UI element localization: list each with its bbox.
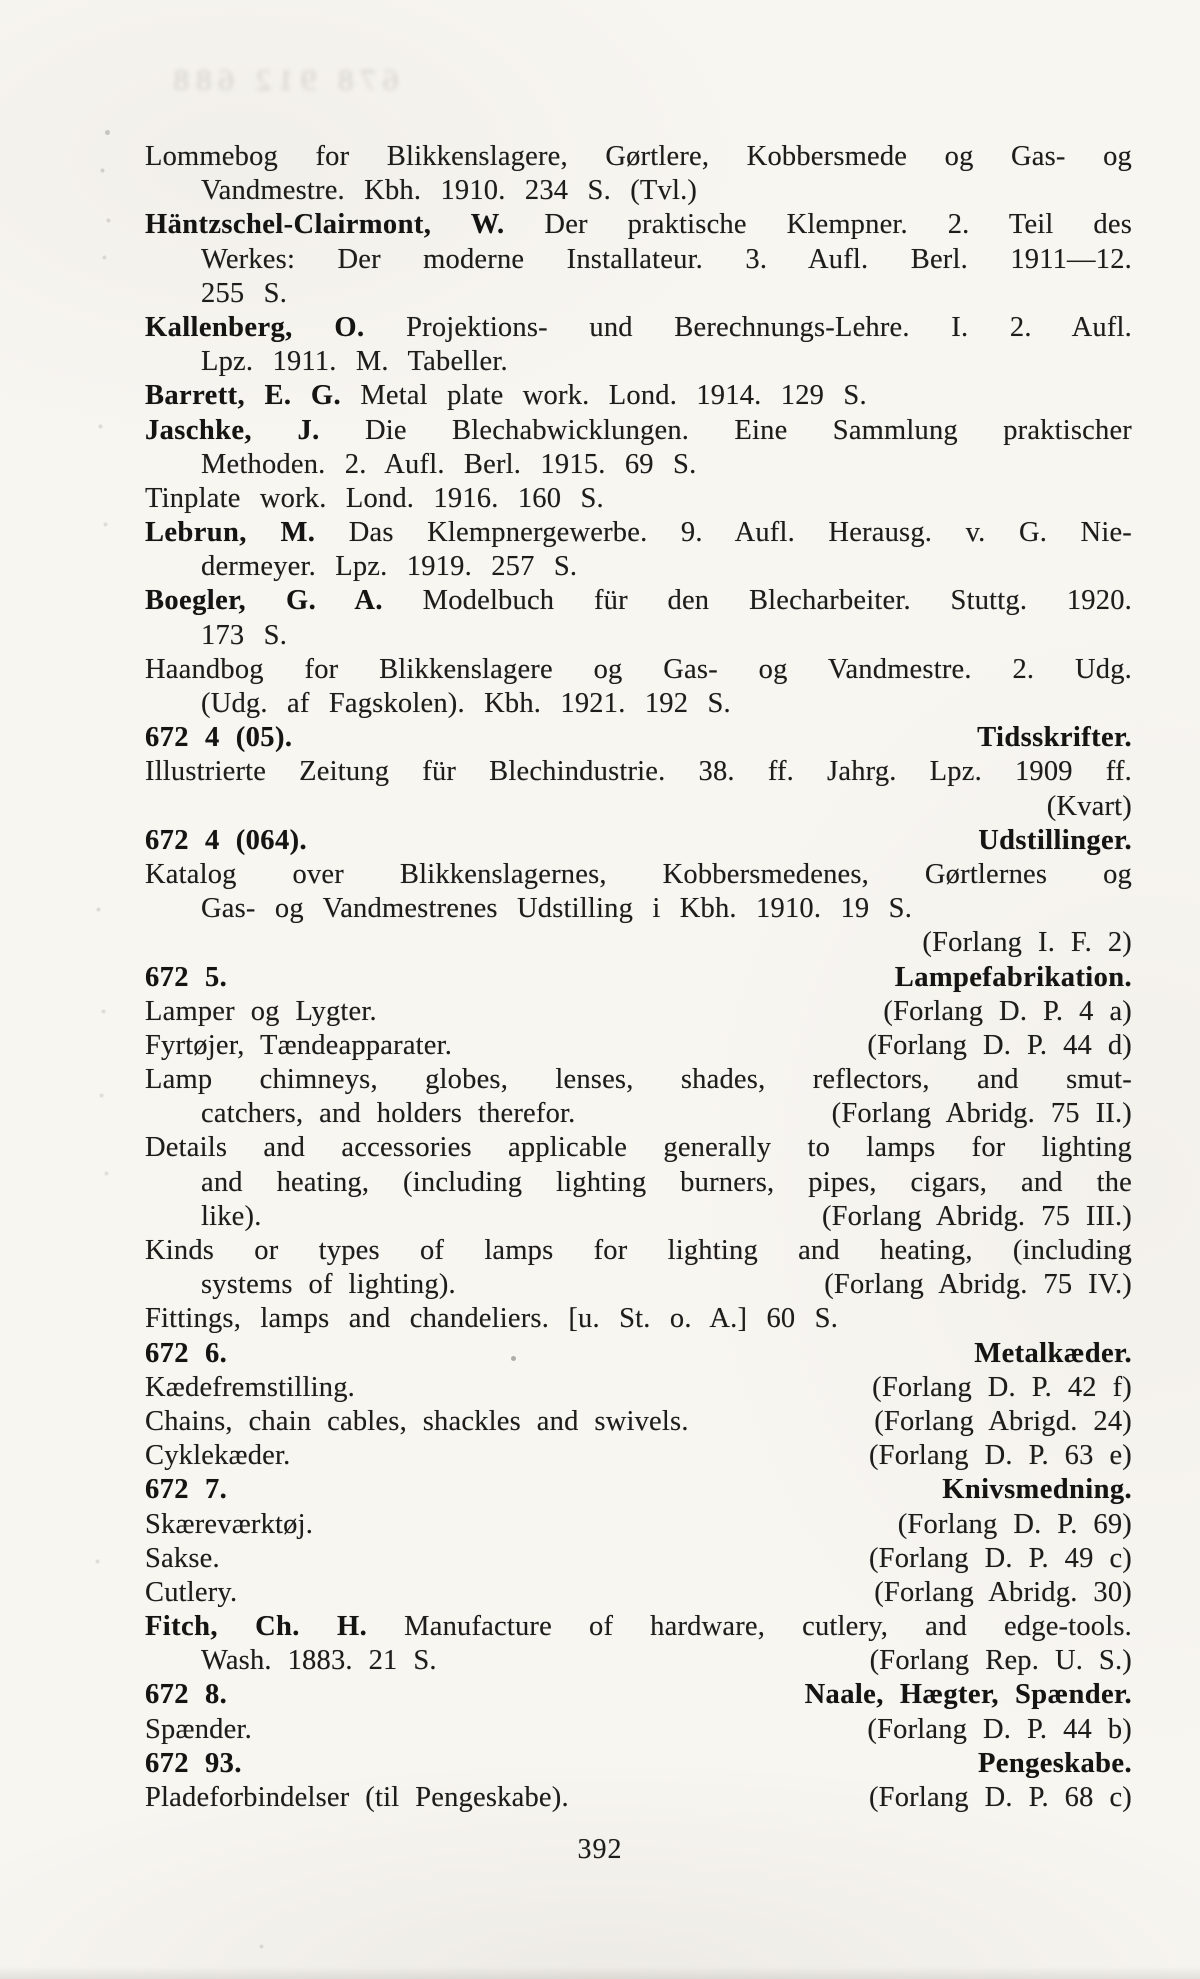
forlang-reference: (Forlang D. P. 69)	[897, 1508, 1132, 1540]
section-label: Pengeskabe.	[977, 1747, 1132, 1779]
entry-text	[201, 1167, 1132, 1198]
entry-line	[145, 1371, 1132, 1405]
forlang-reference: (Forlang Abridg. 75 II.)	[831, 1098, 1132, 1130]
entry-heading: Fitch, Ch. H.	[145, 1611, 368, 1643]
entry-text	[201, 278, 287, 309]
entry-line	[145, 482, 1132, 516]
forlang-reference: (Forlang D. P. 44 b)	[867, 1713, 1132, 1745]
entry-text-segment: Werkes: Der moderne Installateur. 3. Aufl. Berl. 1911—12.	[201, 243, 1132, 275]
entry-line	[145, 550, 1132, 584]
entry-line	[145, 1644, 1132, 1678]
section-label: Naale, Hægter, Spænder.	[804, 1679, 1132, 1711]
entry-line	[145, 1781, 1132, 1815]
entry-text-segment: and heating, (including lighting burners, pipes, cigars, and the	[201, 1166, 1132, 1198]
entry-line	[145, 961, 1132, 995]
entry-line	[145, 414, 1132, 448]
entry-text-segment: Lpz. 1911. M. Tabeller.	[201, 346, 508, 378]
entry-text	[145, 585, 1132, 616]
entry-line	[145, 1234, 1132, 1268]
entry-text	[145, 1405, 689, 1439]
entry-text	[201, 1644, 437, 1678]
entry-text-segment: Metal plate work. Lond. 1914. 129 S.	[341, 380, 867, 412]
entry-text-segment: Illustrierte Zeitung für Blechindustrie. 38. ff. Jahrg. Lpz. 1909 ff.	[145, 756, 1132, 788]
entry-line	[145, 448, 1132, 482]
entry-text-segment: dermeyer. Lpz. 1919. 257 S.	[201, 551, 578, 583]
entry-text	[145, 415, 1132, 446]
entry-text	[145, 721, 292, 755]
entry-text-segment: Methoden. 2. Aufl. Berl. 1915. 69 S.	[201, 448, 697, 480]
section-label: Lampefabrikation.	[894, 961, 1132, 993]
entry-text-segment: Katalog over Blikkenslagernes, Kobbersmedenes, Gørtlernes og	[145, 858, 1132, 890]
entry-heading: 672 7.	[145, 1474, 228, 1506]
entry-heading: 672 8.	[145, 1679, 228, 1711]
entry-text-segment: Vandmestre. Kbh. 1910. 234 S. (Tvl.)	[201, 175, 698, 207]
entry-text	[145, 1303, 838, 1334]
entry-line	[145, 584, 1132, 618]
forlang-reference: (Forlang D. P. 68 c)	[868, 1782, 1132, 1813]
entry-heading: Jaschke, J.	[145, 414, 320, 446]
entry-text	[145, 209, 1132, 240]
forlang-reference: (Forlang D. P. 63 e)	[868, 1440, 1132, 1472]
entry-line	[145, 1439, 1132, 1473]
entry-line	[145, 1166, 1132, 1200]
forlang-reference: (Forlang Abridg. 75 III.)	[821, 1200, 1132, 1232]
entry-line	[145, 243, 1132, 277]
entry-text	[145, 1611, 1132, 1642]
forlang-reference: (Forlang Rep. U. S.)	[869, 1645, 1132, 1677]
entry-text-segment: Manufacture of hardware, cutlery, and edge-tools.	[367, 1611, 1132, 1643]
entry-text-segment: Der praktische Klempner. 2. Teil des	[504, 209, 1132, 241]
entry-text-segment: Fyrtøjer, Tændeapparater.	[145, 1029, 453, 1061]
entry-text-segment: Fittings, lamps and chandeliers. [u. St. o. A.] 60 S.	[145, 1303, 839, 1335]
entry-line	[145, 1542, 1132, 1576]
entry-text-segment: (Udg. af Fagskolen). Kbh. 1921. 192 S.	[201, 688, 731, 719]
entry-line	[145, 1200, 1132, 1234]
entry-text	[201, 893, 912, 924]
entry-text-segment: 173 S.	[201, 619, 288, 651]
entry-text-segment: Modelbuch für den Blecharbeiter. Stuttg. 1920.	[382, 585, 1132, 617]
entry-text	[145, 1439, 290, 1473]
entry-text	[145, 1337, 227, 1371]
entry-text-segment: Details and accessories applicable generally to lamps for lighting	[145, 1132, 1132, 1164]
entry-text-segment: Spænder.	[145, 1713, 252, 1745]
entry-line	[145, 926, 1132, 960]
entry-text	[145, 1473, 227, 1507]
entry-text	[145, 961, 227, 995]
entry-line	[145, 687, 1132, 721]
forlang-reference: (Forlang D. P. 44 d)	[867, 1029, 1132, 1061]
forlang-reference: (Forlang I. F. 2)	[922, 927, 1132, 959]
entry-heading: 672 93.	[145, 1747, 242, 1779]
entry-heading: Häntzschel-Clairmont, W.	[145, 209, 505, 241]
entry-text	[145, 1508, 313, 1542]
entry-text	[145, 824, 307, 858]
entry-text-segment: Gas- og Vandmestrenes Udstilling i Kbh. 1910. 19 S.	[201, 893, 913, 925]
entry-line	[145, 311, 1132, 345]
entry-text	[201, 551, 577, 582]
entry-line	[145, 1473, 1132, 1507]
entry-text	[145, 1713, 252, 1747]
entry-text	[145, 1371, 355, 1405]
entry-text	[145, 1576, 237, 1610]
entry-line	[145, 379, 1132, 413]
entry-text-segment: Lamp chimneys, globes, lenses, shades, reflectors, and smut-	[145, 1064, 1132, 1096]
entry-text	[145, 1747, 242, 1781]
entry-line	[145, 619, 1132, 653]
entry-text-segment: catchers, and holders therefor.	[201, 1098, 576, 1130]
entry-line	[145, 858, 1132, 892]
entry-text-segment: Sakse.	[145, 1542, 220, 1574]
entry-line	[145, 1713, 1132, 1747]
forlang-reference: (Forlang D. P. 4 a)	[883, 995, 1132, 1027]
entry-heading: 672 5.	[145, 961, 228, 993]
entry-text	[201, 1268, 456, 1302]
entry-line	[145, 1508, 1132, 1542]
forlang-reference: (Forlang D. P. 49 c)	[868, 1542, 1132, 1574]
entry-text-segment: 255 S.	[201, 277, 288, 309]
entry-line	[145, 824, 1132, 858]
entry-line	[145, 1063, 1132, 1097]
entry-text	[145, 1235, 1132, 1266]
entry-text	[201, 244, 1132, 275]
entry-text	[201, 449, 696, 480]
entry-line	[145, 1302, 1132, 1336]
entry-text-segment: Tinplate work. Lond. 1916. 160 S.	[145, 482, 604, 514]
entry-line	[145, 790, 1132, 824]
entry-line	[145, 1097, 1132, 1131]
entry-line	[145, 208, 1132, 242]
entry-text-segment: Die Blechabwicklungen. Eine Sammlung praktischer	[319, 414, 1132, 446]
entry-text-segment: Kædefremstilling.	[145, 1371, 355, 1403]
entry-text	[145, 141, 1132, 172]
page-bottom-edge	[0, 1965, 1200, 1979]
entry-text	[145, 1678, 227, 1712]
entry-line	[145, 1576, 1132, 1610]
entry-text	[145, 1132, 1132, 1163]
entry-line	[145, 892, 1132, 926]
page-number: 392	[577, 1834, 623, 1865]
section-label: Knivsmedning.	[942, 1474, 1132, 1506]
entry-heading: 672 6.	[145, 1337, 228, 1369]
entry-heading: 672 4 (05).	[145, 722, 293, 754]
entry-text	[145, 1542, 220, 1576]
entry-text	[145, 517, 1132, 548]
entry-heading: Lebrun, M.	[145, 517, 316, 549]
entry-text-segment: Lamper og Lygter.	[145, 995, 377, 1027]
entry-text	[145, 1781, 569, 1815]
bleed-through-smudge: 678 912 688	[166, 62, 399, 97]
entry-text-segment: Projektions- und Berechnungs-Lehre. I. 2. Aufl.	[364, 311, 1132, 343]
entry-heading: Boegler, G. A.	[145, 585, 383, 617]
entry-line	[145, 995, 1132, 1029]
entry-text	[201, 1200, 262, 1234]
entry-line	[145, 516, 1132, 550]
entry-line	[145, 345, 1132, 379]
entry-text	[145, 380, 867, 411]
entry-line	[145, 1405, 1132, 1439]
entry-heading: Barrett, E. G.	[145, 380, 342, 412]
section-label: Tidsskrifter.	[977, 722, 1132, 754]
entry-text-segment: Chains, chain cables, shackles and swivels.	[145, 1405, 689, 1437]
entry-text-segment: Cyklekæder.	[145, 1440, 291, 1472]
entry-text	[145, 1064, 1132, 1095]
entry-text	[145, 654, 1132, 685]
entry-text-segment: Lommebog for Blikkenslagere, Gørtlere, Kobbersmede og Gas- og	[145, 141, 1132, 172]
entry-line	[145, 755, 1132, 789]
entry-text-segment: Skæreværktøj.	[145, 1508, 314, 1540]
entry-text-segment: Pladeforbindelser (til Pengeskabe).	[145, 1782, 569, 1813]
entry-text	[145, 1029, 452, 1063]
entry-text-segment: like).	[201, 1200, 262, 1232]
entry-text-segment: Kinds or types of lamps for lighting and heating, (including	[145, 1235, 1132, 1266]
entry-line	[145, 721, 1132, 755]
forlang-reference: (Kvart)	[1046, 790, 1132, 822]
entry-heading: Kallenberg, O.	[145, 311, 365, 343]
entry-heading: 672 4 (064).	[145, 824, 308, 856]
entry-text	[201, 175, 697, 206]
entry-line	[145, 1747, 1132, 1781]
entry-line	[145, 1337, 1132, 1371]
entry-text	[201, 346, 508, 377]
entry-text-segment: Das Klempnergewerbe. 9. Aufl. Herausg. v. G. Nie-	[315, 517, 1132, 549]
forlang-reference: (Forlang Abridg. 75 IV.)	[824, 1269, 1132, 1301]
entry-line	[145, 1029, 1132, 1063]
entry-line	[145, 1268, 1132, 1302]
entry-text	[145, 756, 1132, 787]
forlang-reference: (Forlang Abrigd. 24)	[874, 1405, 1132, 1437]
section-label: Metalkæder.	[974, 1337, 1132, 1369]
entry-text	[201, 1097, 576, 1131]
entry-line	[145, 653, 1132, 687]
entry-line	[145, 277, 1132, 311]
entry-text	[145, 483, 604, 514]
text-block	[145, 140, 1132, 1815]
entry-text-segment: systems of lighting).	[201, 1269, 456, 1301]
entry-text	[145, 995, 377, 1029]
entry-text-segment: Haandbog for Blikkenslagere og Gas- og Vandmestre. 2. Udg.	[145, 653, 1132, 685]
entry-text	[201, 620, 287, 651]
entry-text-segment: Cutlery.	[145, 1576, 238, 1608]
entry-text	[145, 859, 1132, 890]
entry-line	[145, 1610, 1132, 1644]
entry-line	[145, 174, 1132, 208]
entry-text	[201, 688, 731, 719]
section-label: Udstillinger.	[978, 824, 1132, 856]
forlang-reference: (Forlang Abridg. 30)	[874, 1576, 1132, 1608]
entry-text-segment: Wash. 1883. 21 S.	[201, 1645, 437, 1677]
forlang-reference: (Forlang D. P. 42 f)	[872, 1371, 1132, 1403]
entry-line	[145, 1131, 1132, 1165]
entry-line	[145, 140, 1132, 174]
entry-text	[145, 312, 1132, 343]
paper-specks	[0, 0, 3, 3]
entry-line	[145, 1678, 1132, 1712]
